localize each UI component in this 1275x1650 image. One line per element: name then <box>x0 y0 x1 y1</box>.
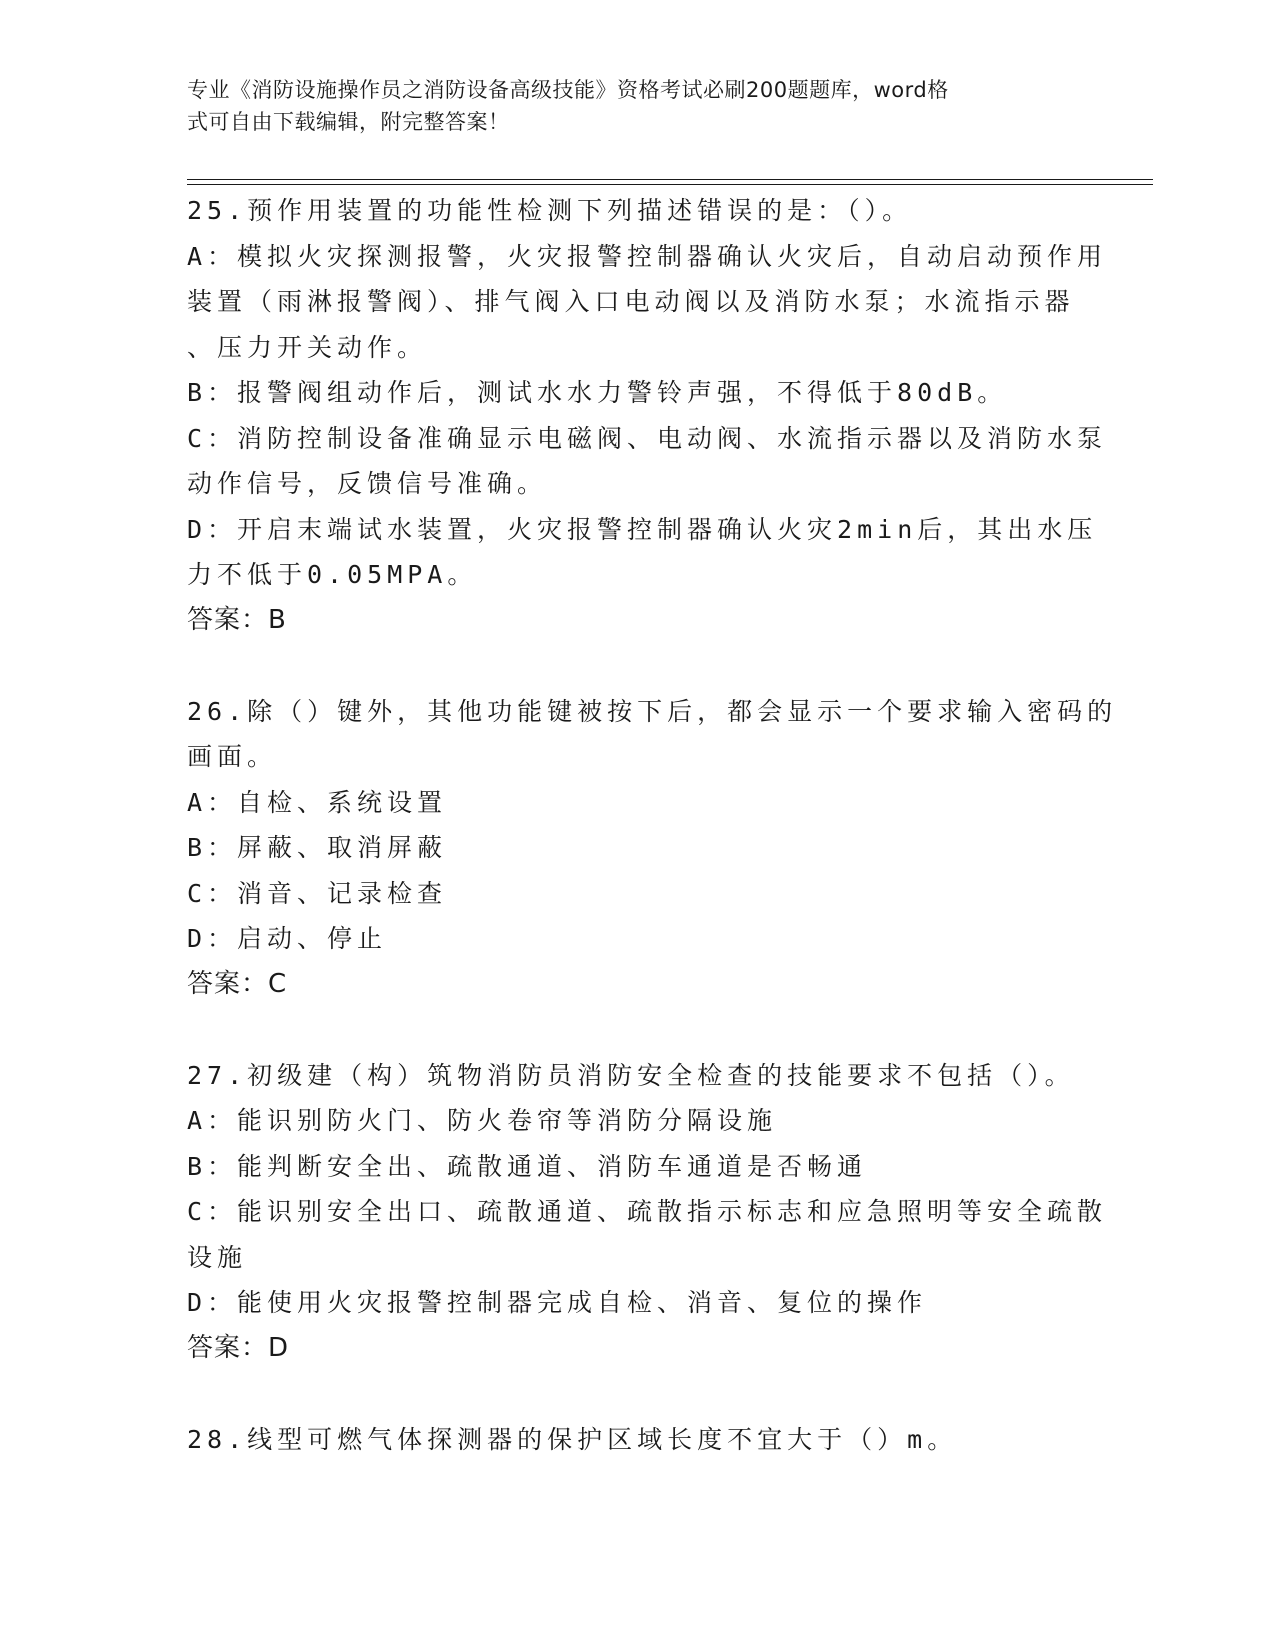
option-d: D：启动、停止 <box>187 924 388 953</box>
question-stem: 27.初级建（构）筑物消防员消防安全检查的技能要求不包括（）。 <box>187 1060 1075 1090</box>
question-stem: 28.线型可燃气体探测器的保护区域长度不宜大于（）m。 <box>187 1424 958 1454</box>
question-stem-cont: 画面。 <box>187 742 278 771</box>
option-c: C：能识别安全出口、疏散通道、疏散指示标志和应急照明等安全疏散 设施 <box>187 1197 1108 1272</box>
header-line-2: 式可自由下载编辑，附完整答案！ <box>187 110 510 134</box>
question-stem: 25.预作用装置的功能性检测下列描述错误的是：（）。 <box>187 196 913 225</box>
option-b: B：报警阀组动作后，测试水水力警铃声强，不得低于80dB。 <box>187 378 1008 407</box>
option-c: C：消音、记录检查 <box>187 878 448 908</box>
option-a: A：模拟火灾探测报警，火灾报警控制器确认火灾后，自动启动预作用 装置（雨淋报警阀）、排气阀入口电动阀以及消防水泵；水流指示器 、压力开关动作。 <box>187 241 1108 362</box>
question-27 <box>187 1053 1108 1372</box>
option-a: A：自检、系统设置 <box>187 787 448 817</box>
header-line-1: 专业《消防设施操作员之消防设备高级技能》资格考试必刷200题题库，word格 <box>187 78 949 102</box>
answer-label: 答案：C <box>187 968 288 999</box>
question-28 <box>187 1417 1077 1463</box>
header-divider-bottom <box>187 184 1153 185</box>
option-c: C：消防控制设备准确显示电磁阀、电动阀、水流指示器以及消防水泵 动作信号，反馈信号准确。 <box>187 423 1108 498</box>
option-d: D：能使用火灾报警控制器完成自检、消音、复位的操作 <box>187 1288 928 1317</box>
option-b: B：能判断安全出、疏散通道、消防车通道是否畅通 <box>187 1151 868 1181</box>
spacer <box>187 1371 1077 1417</box>
spacer <box>187 1007 1077 1053</box>
question-25 <box>187 188 1108 643</box>
header-divider-top <box>187 179 1153 180</box>
answer-label: 答案：B <box>187 604 287 635</box>
answer-label: 答案：D <box>187 1332 290 1363</box>
document-header <box>187 74 1067 138</box>
question-26 <box>187 689 1118 1008</box>
option-a: A：能识别防火门、防火卷帘等消防分隔设施 <box>187 1106 778 1135</box>
option-b: B：屏蔽、取消屏蔽 <box>187 833 448 862</box>
option-d: D：开启末端试水装置，火灾报警控制器确认火灾2min后，其出水压 力不低于0.05MPA。 <box>187 514 1098 589</box>
question-stem: 26.除（）键外，其他功能键被按下后，都会显示一个要求输入密码的 <box>187 696 1118 726</box>
question-list <box>187 188 1118 1462</box>
spacer <box>187 643 1077 689</box>
